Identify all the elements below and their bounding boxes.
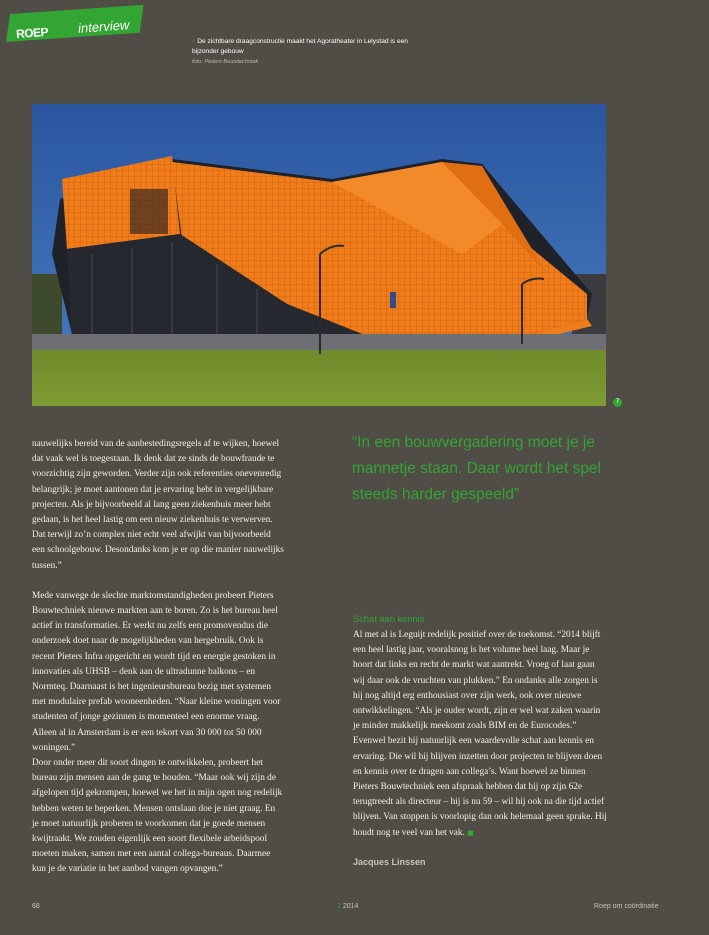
issue-number: 1 (337, 903, 341, 910)
section-label: interview (77, 17, 130, 36)
photo-marker: 7 (613, 398, 622, 407)
issue-year: 2014 (342, 903, 359, 910)
paragraph-1: nauwelijks bereid van de aanbestedingsregels af te wijken, hoewel dat vaak wel is toegestaan. Ik denk dat ze sinds de bouwfraude te voorzichtig zijn geworden. Verder zijn ook referenties onevenredig belangrijk; je moet aantonen dat je ervaring hebt in vergelijkbare projecten. Als je bijvoorbeeld al lang geen ziekenhuis meer hebt gedaan, is het heel lastig om een nieuw ziekenhuis te verwerven. Dat terwijl zo’n complex niet echt veel afwijkt van bijvoorbeeld een schoolgebouw. Desondanks kom je er op die manier nauwelijks tussen.” (32, 439, 284, 571)
issue-label (337, 903, 358, 910)
end-mark-icon: ■ (467, 828, 474, 837)
right-column (353, 628, 608, 841)
section-heading: Schat aan kennis (353, 614, 425, 624)
magazine-logo: ROEP (15, 24, 49, 42)
building-photo (32, 104, 606, 406)
author-name: Jacques Linssen (353, 857, 426, 867)
left-column (32, 437, 284, 878)
paragraph-2: Mede vanwege de slechte marktomstandigheden probeert Pieters Bouwtechniek nieuwe markten aan te boren. Zo is het bureau heel actief in transformaties. Er werkt nu zelfs een promovendus die onderzoek doet naar de mogelijkheden van hergebruik. Ook is recent Pieters Infra opgericht en wordt tijd en energie gestoken in innovaties als UHSB – denk aan de ultradunne balkons – en Normteq. Daarnaast is het ingenieursbureau bezig met systemen met modulaire prefab wooneenheden. “Naar kleine woningen voor studenten of jonge gezinnen is momenteel een enorme vraag. Alleen al in Amsterdam is er een tekort van 30 000 tot 50 000 woningen.” (32, 590, 281, 753)
paragraph-3: Door onder meer dit soort dingen te ontwikkelen, probeert het bureau zijn mensen aan de gang te houden. “Maar ook wij zijn de afgelopen tijd gekrompen, hoewel we het in mijn ogen nog redelijk hebben weten te beperken. Mensen ontslaan doe je niet graag. En je moet natuurlijk proberen te voorkomen dat je goede mensen kwijtraakt. We zouden eigenlijk een soort flexibele arbeidspool moeten maken, samen met een aantal collega-bureaus. Daarmee kun je de variatie in het aanbod vangen opvangen.” (32, 758, 283, 875)
section-body-text: Al met al is Leguijt redelijk positief over de toekomst. “2014 blijft een heel lastig jaar, vooralsnog is het volume heel laag. Maar je hoort dat links en recht de markt wat aantrekt. Vroeg of laat gaan wij daar ook de vruchten van plukken.” En ondanks alle zorgen is hij nog altijd erg enthousiast over zijn werk, ook over nieuwe ontwikkelingen. “Als je ouder wordt, zijn er wel wat zaken waarin je minder makkelijk meekomt zoals BIM en de Eurocodes.” Evenwel bezit hij natuurlijk een waardevolle schat aan kennis en ervaring. Die wil hij blijven inzetten door projecten te blijven doen en kennis over te dragen aan collega’s. Want hoewel ze binnen Pieters Bouwtechniek een afspraak hebben dat hij op zijn 62e terugtreedt als directeur – hij is nu 59 – wil hij ook na die tijd actief blijven. Van stoppen is voorlopig dan ook helemaal geen sprake. Hij houdt nog te veel van het vak. (353, 630, 607, 838)
running-title: Roep om coördinatie (594, 903, 659, 910)
page-number: 68 (32, 903, 40, 910)
photo-caption (192, 37, 412, 67)
pull-quote: “In een bouwvergadering moet je je mannetje staan. Daar wordt het spel steeds harder gespeeld” (352, 434, 601, 503)
photo-credit: foto: Pieters Bouwtechniek (192, 59, 259, 65)
agoratheater-illustration (32, 104, 606, 406)
caption-text: De zichtbare draagconstructie maakt het Agoratheater in Lelystad is een bijzonder gebouw (192, 38, 408, 55)
caption-arrow-icon: › (192, 38, 195, 45)
section-body (353, 628, 608, 841)
